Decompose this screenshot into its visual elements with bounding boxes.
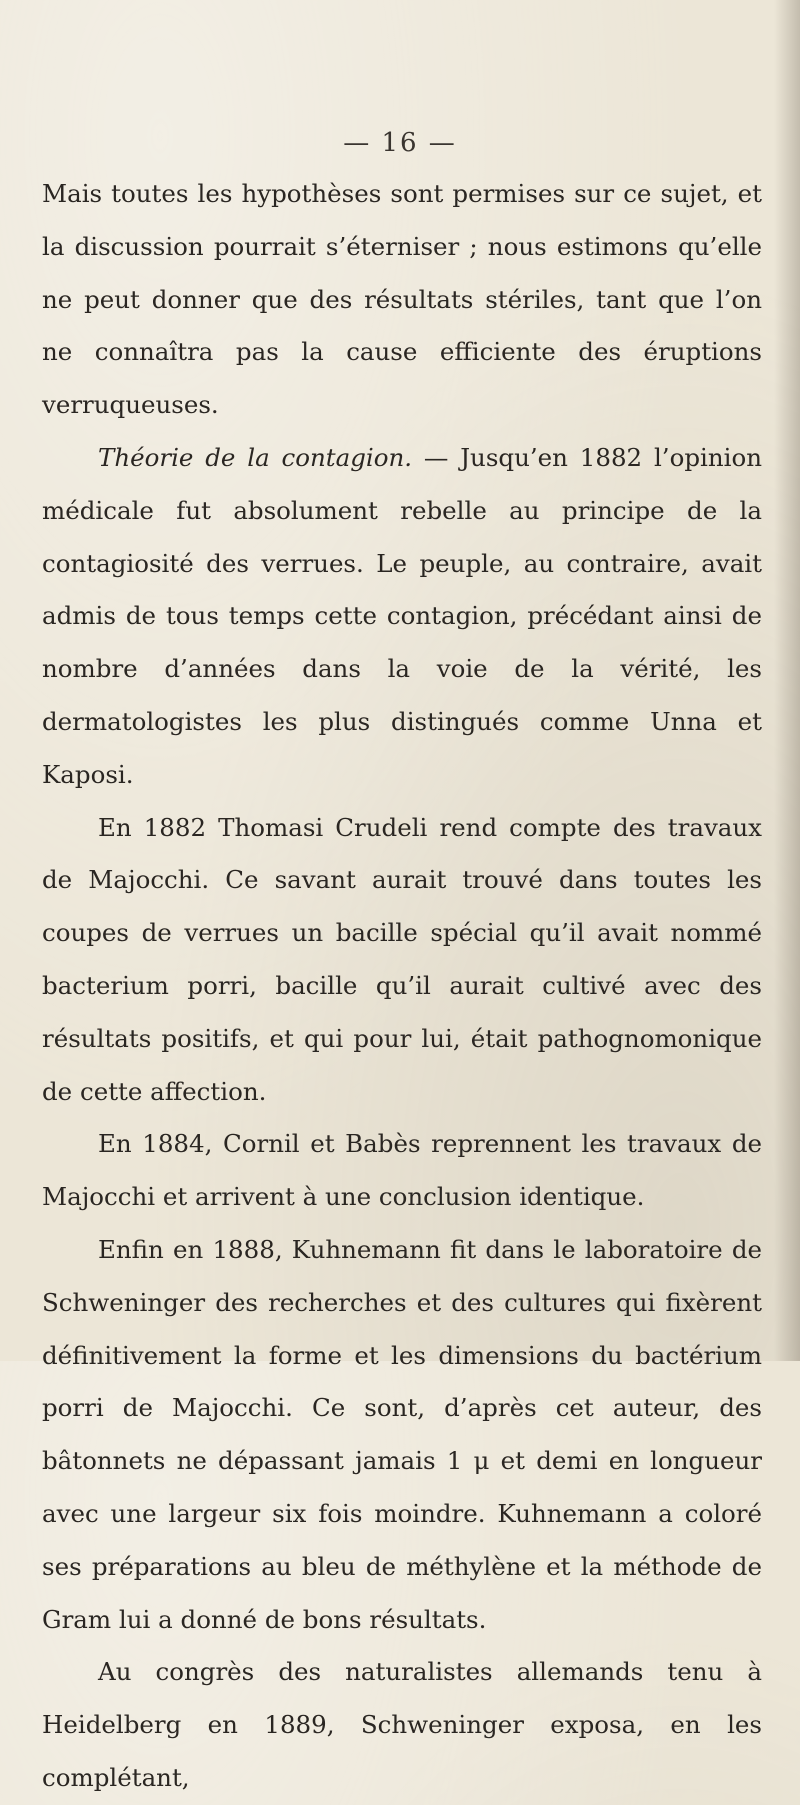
section-heading: Théorie de la contagion. <box>98 442 413 472</box>
paragraph-5: Enfin en 1888, Kuhnemann fit dans le laboratoire de Schweninger des recherches et des cultures qui fixèrent définitivement la forme et les dimensions du bactérium porri de Majocchi. Ce sont, d’après cet auteur, des bâtonnets ne dépassant jamais 1 μ et demi en longueur avec une largeur six fois moindre. Kuhnemann a coloré ses préparations au bleu de méthylène et la méthode de Gram lui a donné de bons résultats. <box>42 1234 762 1634</box>
paragraph-3: En 1882 Thomasi Crudeli rend compte des travaux de Majocchi. Ce savant aurait trouvé dans toutes les coupes de verrues un bacille spécial qu’il avait nommé bacterium porri, bacille qu’il aurait cultivé avec des résultats positifs, et qui pour lui, était pathognomonique de cette affection. <box>42 812 762 1106</box>
paragraph-2 <box>42 432 762 802</box>
paragraph-1: Mais toutes les hypothèses sont permises sur ce sujet, et la discussion pourrait s’éterniser ; nous estimons qu’elle ne peut donner que des résultats stériles, tant que l’on ne connaîtra pas la cause efficiente des éruptions verruqueuses. <box>42 179 762 420</box>
page-edge-shadow <box>774 0 800 1361</box>
body-text <box>42 168 762 1805</box>
paragraph-6: Au congrès des naturalistes allemands tenu à Heidelberg en 1889, Schweninger exposa, en les complétant, <box>42 1657 762 1792</box>
paragraph-4: En 1884, Cornil et Babès reprennent les travaux de Majocchi et arrivent à une conclusion identique. <box>42 1129 762 1212</box>
paragraph-2-body: — Jusqu’en 1882 l’opinion médicale fut absolument rebelle au principe de la contagiosité des verrues. Le peuple, au contraire, avait admis de tous temps cette contagion, précédant ainsi de nombre d’années dans la voie de la vérité, les dermatologistes les plus distingués comme Unna et Kaposi. <box>42 442 762 789</box>
page-number: — 16 — <box>343 128 457 158</box>
